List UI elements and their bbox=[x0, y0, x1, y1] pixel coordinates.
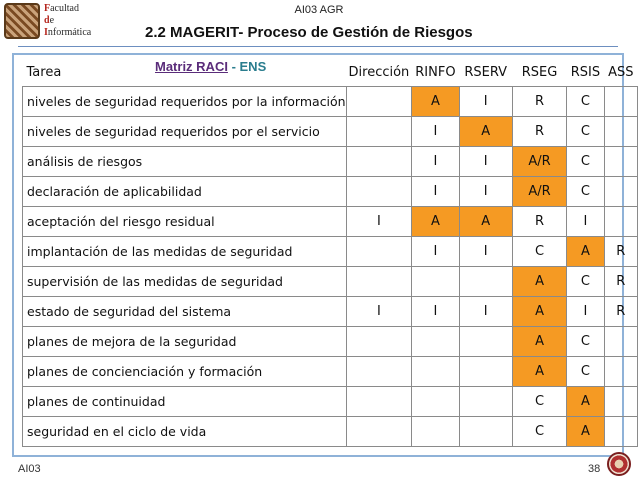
raci-cell bbox=[604, 87, 637, 117]
task-column-header: Tarea bbox=[26, 64, 62, 80]
raci-cell bbox=[346, 177, 412, 207]
logo-line: Informática bbox=[44, 27, 92, 38]
raci-cell: A bbox=[512, 357, 566, 387]
task-cell: seguridad en el ciclo de vida bbox=[23, 417, 347, 447]
raci-cell: A bbox=[459, 117, 512, 147]
table-row bbox=[23, 237, 638, 267]
task-cell: supervisión de las medidas de seguridad bbox=[23, 267, 347, 297]
raci-cell bbox=[346, 237, 412, 267]
raci-cell: C bbox=[512, 237, 566, 267]
task-cell: niveles de seguridad requeridos por la información bbox=[23, 87, 347, 117]
table-row bbox=[23, 117, 638, 147]
raci-cell: R bbox=[604, 297, 637, 327]
raci-cell bbox=[604, 207, 637, 237]
raci-cell: I bbox=[346, 207, 412, 237]
role-header: ASS bbox=[608, 64, 634, 80]
raci-cell bbox=[346, 327, 412, 357]
raci-table bbox=[22, 58, 638, 447]
task-cell: planes de concienciación y formación bbox=[23, 357, 347, 387]
raci-cell bbox=[412, 327, 459, 357]
raci-cell: C bbox=[567, 87, 604, 117]
raci-cell: C bbox=[567, 147, 604, 177]
role-header: RINFO bbox=[415, 64, 456, 80]
raci-cell: A bbox=[459, 207, 512, 237]
role-header: RSIS bbox=[570, 64, 601, 80]
table-row bbox=[23, 177, 638, 207]
table-row bbox=[23, 207, 638, 237]
raci-cell bbox=[604, 357, 637, 387]
task-cell: análisis de riesgos bbox=[23, 147, 347, 177]
raci-cell: I bbox=[412, 177, 459, 207]
raci-cell bbox=[604, 417, 637, 447]
raci-cell: C bbox=[512, 417, 566, 447]
raci-cell bbox=[412, 387, 459, 417]
raci-cell: A bbox=[567, 237, 604, 267]
raci-cell: A bbox=[412, 87, 459, 117]
raci-cell bbox=[459, 387, 512, 417]
raci-cell bbox=[346, 267, 412, 297]
task-cell: implantación de las medidas de seguridad bbox=[23, 237, 347, 267]
task-cell: aceptación del riesgo residual bbox=[23, 207, 347, 237]
raci-cell: R bbox=[512, 87, 566, 117]
raci-cell bbox=[604, 177, 637, 207]
raci-cell: I bbox=[567, 207, 604, 237]
raci-cell bbox=[346, 417, 412, 447]
raci-cell: A/R bbox=[512, 147, 566, 177]
raci-cell bbox=[346, 87, 412, 117]
raci-cell bbox=[459, 357, 512, 387]
table-row bbox=[23, 267, 638, 297]
matrix-name: Matriz RACI bbox=[155, 59, 228, 74]
raci-cell: C bbox=[567, 117, 604, 147]
raci-cell: R bbox=[604, 267, 637, 297]
raci-cell: I bbox=[459, 177, 512, 207]
title-divider bbox=[18, 46, 618, 47]
university-seal-icon bbox=[607, 452, 631, 476]
raci-cell bbox=[604, 387, 637, 417]
raci-cell: C bbox=[567, 327, 604, 357]
raci-cell: I bbox=[346, 297, 412, 327]
raci-cell: C bbox=[567, 177, 604, 207]
raci-cell: I bbox=[459, 147, 512, 177]
raci-cell bbox=[459, 267, 512, 297]
page-number: 38 bbox=[588, 463, 601, 475]
raci-cell: A bbox=[567, 387, 604, 417]
raci-cell bbox=[604, 117, 637, 147]
raci-cell: I bbox=[567, 297, 604, 327]
role-header: Dirección bbox=[348, 64, 410, 80]
footer-course: AI03 bbox=[18, 463, 41, 475]
raci-cell: R bbox=[512, 117, 566, 147]
course-code: AI03 AGR bbox=[294, 4, 344, 16]
matrix-separator: - bbox=[227, 59, 240, 74]
raci-cell: I bbox=[412, 117, 459, 147]
raci-cell bbox=[346, 387, 412, 417]
raci-cell: A/R bbox=[512, 177, 566, 207]
raci-cell: A bbox=[512, 327, 566, 357]
role-header: RSEG bbox=[521, 64, 558, 80]
raci-cell: I bbox=[412, 237, 459, 267]
raci-cell bbox=[459, 417, 512, 447]
raci-cell bbox=[346, 147, 412, 177]
table-row bbox=[23, 417, 638, 447]
table-body bbox=[23, 87, 638, 447]
raci-cell: I bbox=[459, 237, 512, 267]
logo-line: Facultad bbox=[44, 3, 79, 14]
table-row bbox=[23, 297, 638, 327]
raci-cell: C bbox=[567, 267, 604, 297]
raci-cell: I bbox=[412, 297, 459, 327]
raci-cell: I bbox=[459, 87, 512, 117]
raci-cell bbox=[346, 357, 412, 387]
role-header: RSERV bbox=[464, 64, 508, 80]
raci-cell: R bbox=[604, 237, 637, 267]
table-row bbox=[23, 357, 638, 387]
matrix-suffix: ENS bbox=[239, 59, 267, 74]
raci-cell: A bbox=[412, 207, 459, 237]
raci-cell: A bbox=[567, 417, 604, 447]
table-row bbox=[23, 87, 638, 117]
raci-cell bbox=[604, 327, 637, 357]
raci-cell bbox=[412, 357, 459, 387]
raci-cell bbox=[459, 327, 512, 357]
task-cell: declaración de aplicabilidad bbox=[23, 177, 347, 207]
raci-cell: A bbox=[512, 297, 566, 327]
task-cell: planes de mejora de la seguridad bbox=[23, 327, 347, 357]
task-cell: estado de seguridad del sistema bbox=[23, 297, 347, 327]
raci-cell bbox=[412, 267, 459, 297]
raci-cell bbox=[604, 147, 637, 177]
matrix-label bbox=[155, 59, 266, 74]
raci-cell: I bbox=[459, 297, 512, 327]
logo-line: de bbox=[44, 15, 55, 26]
slide-title: 2.2 MAGERIT- Proceso de Gestión de Riesgos bbox=[145, 24, 473, 41]
raci-cell: C bbox=[512, 387, 566, 417]
raci-cell: A bbox=[512, 267, 566, 297]
raci-cell bbox=[346, 117, 412, 147]
table-row bbox=[23, 147, 638, 177]
table-row bbox=[23, 327, 638, 357]
task-cell: planes de continuidad bbox=[23, 387, 347, 417]
table-row bbox=[23, 387, 638, 417]
raci-cell: R bbox=[512, 207, 566, 237]
header-row bbox=[23, 58, 638, 87]
raci-cell: I bbox=[412, 147, 459, 177]
task-cell: niveles de seguridad requeridos por el servicio bbox=[23, 117, 347, 147]
raci-cell bbox=[412, 417, 459, 447]
raci-cell: C bbox=[567, 357, 604, 387]
